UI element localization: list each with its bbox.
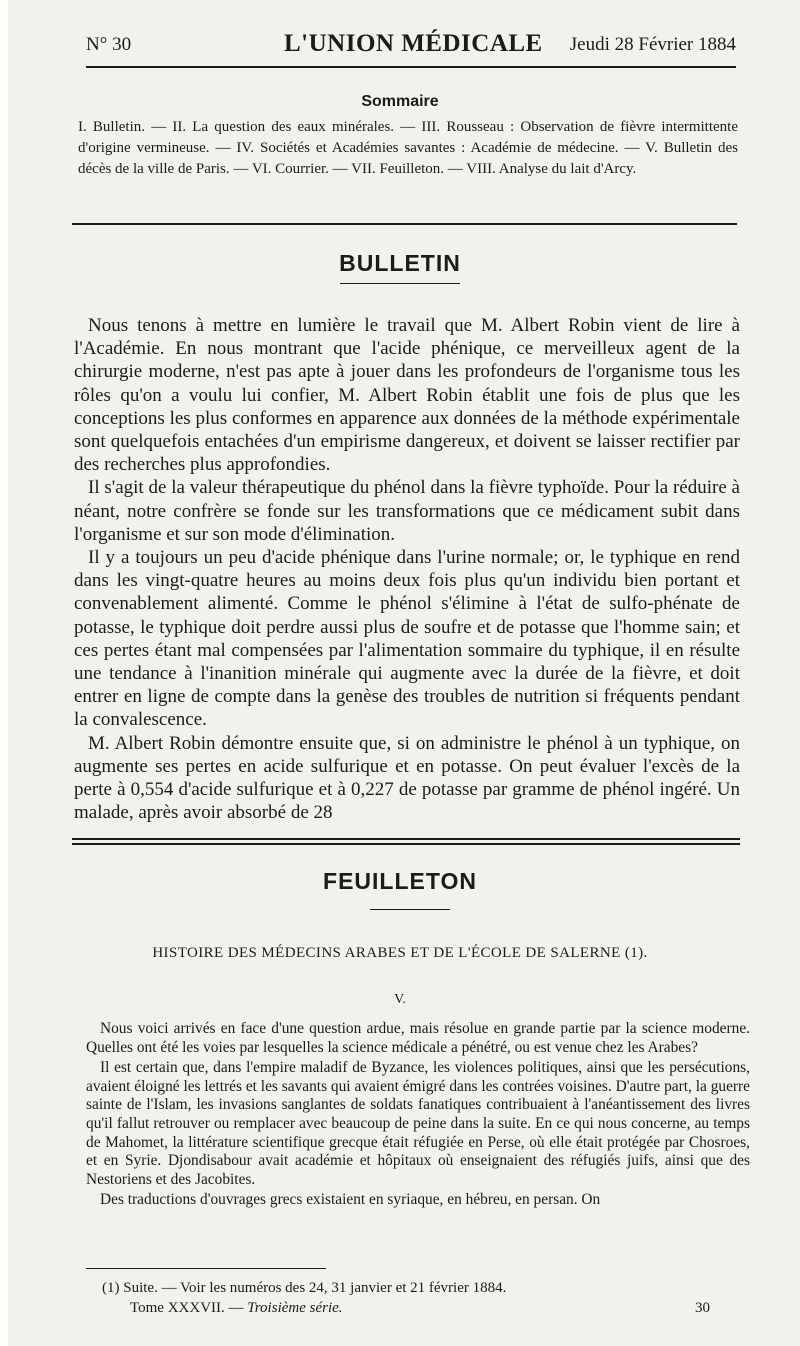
feuilleton-paragraph: Des traductions d'ouvrages grecs existaient en syriaque, en hébreu, en persan. On: [100, 1191, 601, 1209]
feuilleton-paragraph: Nous voici arrivés en face d'une question ardue, mais résolue en grande partie par la science moderne. Quelles ont été les voies par lesquelles la science médicale a pénétré, ou est venue chez les Arabes?: [86, 1020, 750, 1056]
feuilleton-paragraph: Il est certain que, dans l'empire maladif de Byzance, les violences politiques, ainsi que les persécutions, avaient éloigné les lettrés et les savants qui avaient émigré dans les contrées voisines. D'autre part, la guerre sainte de l'Islam, les invasions sanglantes de soldats fanatiques contribuaient à l'anéantissement des livres qu'il fallut retrouver ou remplacer avec beaucoup de peine dans la suite. En ce qui nous concerne, au temps de Mahomet, la littérature scientifique grecque était réfugiée en Perse, où elle était protégée par Chosroes, et en Syrie. Djondisabour avait académie et hôpitaux où enseignaient des réfugiés juifs, ainsi que des Nestoriens et des Jacobites.: [86, 1059, 750, 1188]
bulletin-paragraph: Nous tenons à mettre en lumière le travail que M. Albert Robin vient de lire à l'Académie. En nous montrant que l'acide phénique, ce merveilleux agent de la chirurgie moderne, n'est pas apte à jouer dans les profondeurs de l'organisme tous les rôles qu'on a voulu lui confier, M. Albert Robin établit une fois de plus que les conceptions les plus conformes en apparence aux données de la méthode expérimentale sont quelquefois entachées d'un empirisme dangereux, et doivent se laisser rectifier par des recherches plus approfondies.: [74, 315, 740, 476]
serie-label: Troisième série.: [247, 1300, 343, 1316]
journal-title: L'UNION MÉDICALE: [284, 30, 543, 57]
volume-info: [130, 1300, 343, 1317]
sommaire-rule: [72, 223, 737, 225]
feuilleton-rule-bottom: [72, 843, 740, 845]
page-footer: [130, 1300, 710, 1322]
bulletin-paragraph: Il s'agit de la valeur thérapeutique du phénol dans la fièvre typhoïde. Pour la réduire à néant, notre confrère se fonde sur les transformations que ce médicament subit dans l'organisme et sur son mode d'élimination.: [74, 477, 740, 545]
feuilleton-title: FEUILLETON: [323, 868, 477, 894]
page-number: 30: [695, 1300, 710, 1316]
footnote: (1) Suite. — Voir les numéros des 24, 31 janvier et 21 février 1884.: [102, 1280, 507, 1296]
feuilleton-rule-top: [72, 838, 740, 840]
bulletin-paragraph: Il y a toujours un peu d'acide phénique dans l'urine normale; or, le typhique en rend dans les vingt-quatre heures au moins deux fois plus qu'un individu bien portant et convenablement alimenté. Comme le phénol s'élimine à l'état de sulfo-phénate de potasse, le typhique doit perdre aussi plus de soufre et de potasse que l'homme sain; et ces pertes étant mal compensées par l'alimentation sommaire du typhique, il en résulte une tendance à l'inanition minérale qui augmente avec la durée de la fièvre, et doit entrer en ligne de compte dans la genèse des troubles de nutrition si fréquents pendant la convalescence.: [74, 547, 740, 731]
sommaire-text: I. Bulletin. — II. La question des eaux minérales. — III. Rousseau : Observation de fièvre intermittente d'origine vermineuse. — IV. Sociétés et Académies savantes : Académie de médecine. — V. Bulletin des décès de la ville de Paris. — VI. Courrier. — VII. Feuilleton. — VIII. Analyse du lait d'Arcy.: [78, 119, 738, 177]
bulletin-separator: [340, 283, 460, 284]
page-header: [86, 30, 736, 64]
bulletin-title: BULLETIN: [339, 250, 461, 276]
tome-label: Tome XXXVII. —: [130, 1300, 244, 1316]
feuilleton-body: [86, 1020, 750, 1212]
page-edge: [0, 0, 8, 1346]
chapter-number: V.: [394, 992, 406, 1007]
feuilleton-separator: [370, 909, 450, 910]
issue-date: Jeudi 28 Février 1884: [569, 34, 736, 55]
sommaire-title: Sommaire: [361, 93, 439, 110]
issue-number: N° 30: [86, 34, 132, 55]
feuilleton-heading: HISTOIRE DES MÉDECINS ARABES ET DE L'ÉCOLE DE SALERNE (1).: [152, 945, 648, 961]
header-rule: [86, 66, 736, 68]
bulletin-body: [74, 314, 740, 824]
footnote-rule: [86, 1268, 326, 1269]
bulletin-paragraph: M. Albert Robin démontre ensuite que, si on administre le phénol à un typhique, on augmente ses pertes en acide sulfurique et en potasse. On peut évaluer l'excès de la perte à 0,554 d'acide sulfurique et à 0,227 de potasse par gramme de phénol ingéré. Un malade, après avoir absorbé de 28: [74, 732, 740, 824]
